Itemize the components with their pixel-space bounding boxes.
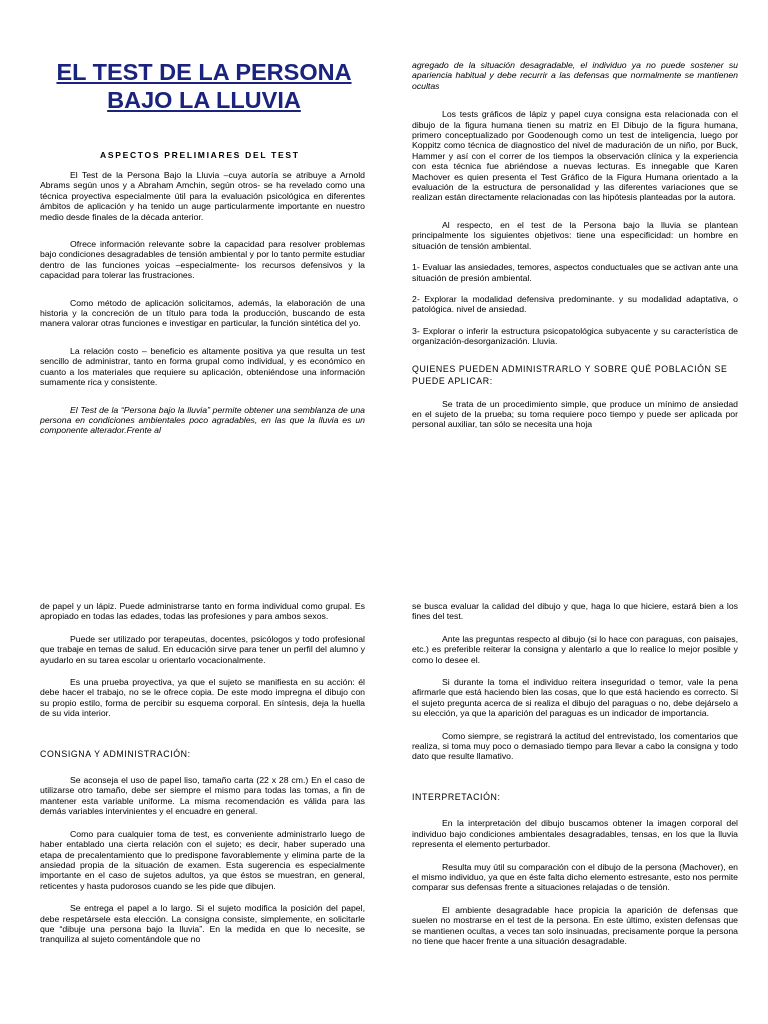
paragraph: Si durante la toma el individuo reitera inseguridad o temor, vale la pena afirmarle que está haciendo bien las cosas, que lo que está haciendo es correcto. Si el sujeto pregunta acerca de si realiza el dibujo del paraguas o no, debe dejárselo a su elección, ya que la aparición del paraguas es un indicador de importancia. [412,677,738,719]
paragraph: Puede ser utilizado por terapeutas, docentes, psicólogos y todo profesional que trabaje en temas de salud. En educación sirve para tener un perfil del alumno y ayudarlo en su tarea escolar u orientarlo vocacionalmente. [40,633,365,665]
objective-item: 1- Evaluar las ansiedades, temores, aspectos conductuales que se activan ante una situación de presión ambiental. [412,262,738,283]
paragraph: Como para cualquier toma de test, es conveniente administrarlo luego de haber entablado una cierta relación con el sujeto; es decir, haber superado una etapa de precalentamiento que lo predispone favorablemente y elimina parte de la ansiedad propia de la situación de examen. Esta sugerencia es especialmente importante en el caso de sujetos adultos, ya que éstos se muestran, en general, reticentes y hasta pudorosos cuando se les pide que dibujen. [40,828,365,891]
paragraph: Se entrega el papel a lo largo. Si el sujeto modifica la posición del papel, debe respetársele esta elección. La consigna consiste, simplemente, en solicitarle que “dibuje una persona bajo la lluvia”. En la medida en que lo necesite, se tranquiliza al sujeto comentándole que no [40,903,365,945]
section-heading: INTERPRETACIÓN: [412,791,501,802]
paragraph: Se aconseja el uso de papel liso, tamaño carta (22 x 28 cm.) En el caso de utilizarse otro tamaño, debe ser siempre el mismo para todas las tomas, a fin de mantener esta variable uniforme. La misma recomendación es válida para las demás variables intervinientes y el encuadre en general. [40,775,365,817]
paragraph: Ante las preguntas respecto al dibujo (si lo hace con paraguas, con paisajes, etc.) es preferible reiterar la consigna y alentarlo a que lo realice lo mejor posible y como lo desee el. [412,633,738,665]
subheading: ASPECTOS PRELIMIARES DEL TEST [100,150,300,160]
page1-left-column [40,170,365,436]
paragraph: Resulta muy útil su comparación con el dibujo de la persona (Machover), en el mismo individuo, ya que en éste falta dicho elemento estresante, esto nos permite comparar sus defensas frente a situaciones relajadas o de tensión. [412,861,738,893]
paragraph: El Test de la Persona Bajo la Lluvia –cuya autoría se atribuye a Arnold Abrams según unos y a Abraham Amchin, según otros- se ha revelado como una técnica proyectiva especialmente útil para la evaluación psicológica en diferentes ámbitos de aplicación y ha tenido un auge particularmente importante en nuestro medio desde finales de la década anterior. [40,170,365,222]
paragraph: de papel y un lápiz. Puede administrarse tanto en forma individual como grupal. Es apropiado en todas las edades, todas las profesiones y para ambos sexos. [40,601,365,622]
section-heading: QUIENES PUEDEN ADMINISTRARLO Y SOBRE QUÉ POBLACIÓN SE PUEDE APLICAR: [412,363,728,386]
section-heading: CONSIGNA Y ADMINISTRACIÓN: [40,748,191,759]
paragraph: Como método de aplicación solicitamos, además, la elaboración de una historia y la concreción de un título para toda la producción, buscando de esta manera valorar otras funciones e investigar en particular, la función sintética del yo. [40,297,365,329]
paragraph: se busca evaluar la calidad del dibujo y que, haga lo que hiciere, estará bien a los fines del test. [412,601,738,622]
objective-item: 3- Explorar o inferir la estructura psicopatológica subyacente y su característica de organización-desorganización. Lluvia. [412,325,738,347]
page2-right-column [412,601,738,946]
paragraph: La relación costo – beneficio es altamente positiva ya que resulta un test sencillo de administrar, tanto en forma grupal como individual, y es económico en cuanto a los materiales que requiere su aplicación, obteniéndose una información sumamente rica y consistente. [40,345,365,388]
paragraph: Ofrece información relevante sobre la capacidad para resolver problemas bajo condiciones desagradables de tensión ambiental y por lo tanto permite estudiar dentro de las funciones yoicas –especialmente- los recursos defensivos y la capacidad para tolerar las frustraciones. [40,239,365,281]
paragraph: agregado de la situación desagradable, el individuo ya no puede sostener su apariencia habitual y debe recurrir a las defensas que normalmente se mantienen ocultas [412,60,738,91]
paragraph: En la interpretación del dibujo buscamos obtener la imagen corporal del individuo bajo condiciones ambientales desagradables, tensas, en los que la lluvia representa el elemento perturbador. [412,818,738,850]
paragraph: Se trata de un procedimiento simple, que produce un mínimo de ansiedad en el sujeto de la prueba; su toma requiere poco tiempo y puede ser aplicada por personal auxiliar, tan sólo se necesita una hoja [412,398,738,430]
page2-left-column [40,601,365,945]
paragraph: El ambiente desagradable hace propicia la aparición de defensas que suelen no mostrarse en el test de la persona. En este último, existen defensas que se mantienen ocultas, a veces tan solo insinuadas, precisamente porque la persona no tiene que hacer frente a una situación desagradable. [412,904,738,946]
paragraph: Al respecto, en el test de la Persona bajo la lluvia se plantean principalmente los siguientes objetivos: tiene una especificidad: un hombre en situación de tensión ambiental. [412,219,738,251]
paragraph: Como siempre, se registrará la actitud del entrevistado, los comentarios que realiza, si toma muy poco o demasiado tiempo para llevar a cabo la consigna y todo dato que resulte llamativo. [412,730,738,762]
paragraph: Es una prueba proyectiva, ya que el sujeto se manifiesta en su acción: él debe hacer el trabajo, no se le ofrece copia. De este modo impregna el dibujo con su propio estilo, forma de percibir su esquema corporal. En síntesis, deja la huella de su vida interior. [40,677,365,719]
page1-right-column [412,60,738,430]
paragraph: El Test de la “Persona bajo la lluvia” permite obtener una semblanza de una persona en condiciones ambientales poco agradables, en las que la lluvia es un componente alterador.Frente al [40,404,365,436]
paragraph: Los tests gráficos de lápiz y papel cuya consigna esta relacionada con el dibujo de la figura humana tienen su matriz en El Dibujo de la figura humana, primero conceptualizado por Goodenough como un test de inteligencia, luego por Koppitz como técnica de diagnostico del nivel de maduración de un niño, por Buck, Hammer y así con el correr de los tiempos la observación clínica y la experiencia con esta técnica fue abriéndose a nuevas lecturas. Es innegable que Karen Machover es quien presenta el Test Gráfico de la Figura Humana orientado a la evaluación de la estructura de personalidad y las diferentes variaciones que se realizan están directamente relacionadas con las hipótesis planteadas por la autora. [412,109,738,203]
document-title: EL TEST DE LA PERSONA BAJO LA LLUVIA [56,59,352,113]
objective-item: 2- Explorar la modalidad defensiva predominante. y su modalidad adaptativa, o patológica. nivel de ansiedad. [412,293,738,315]
